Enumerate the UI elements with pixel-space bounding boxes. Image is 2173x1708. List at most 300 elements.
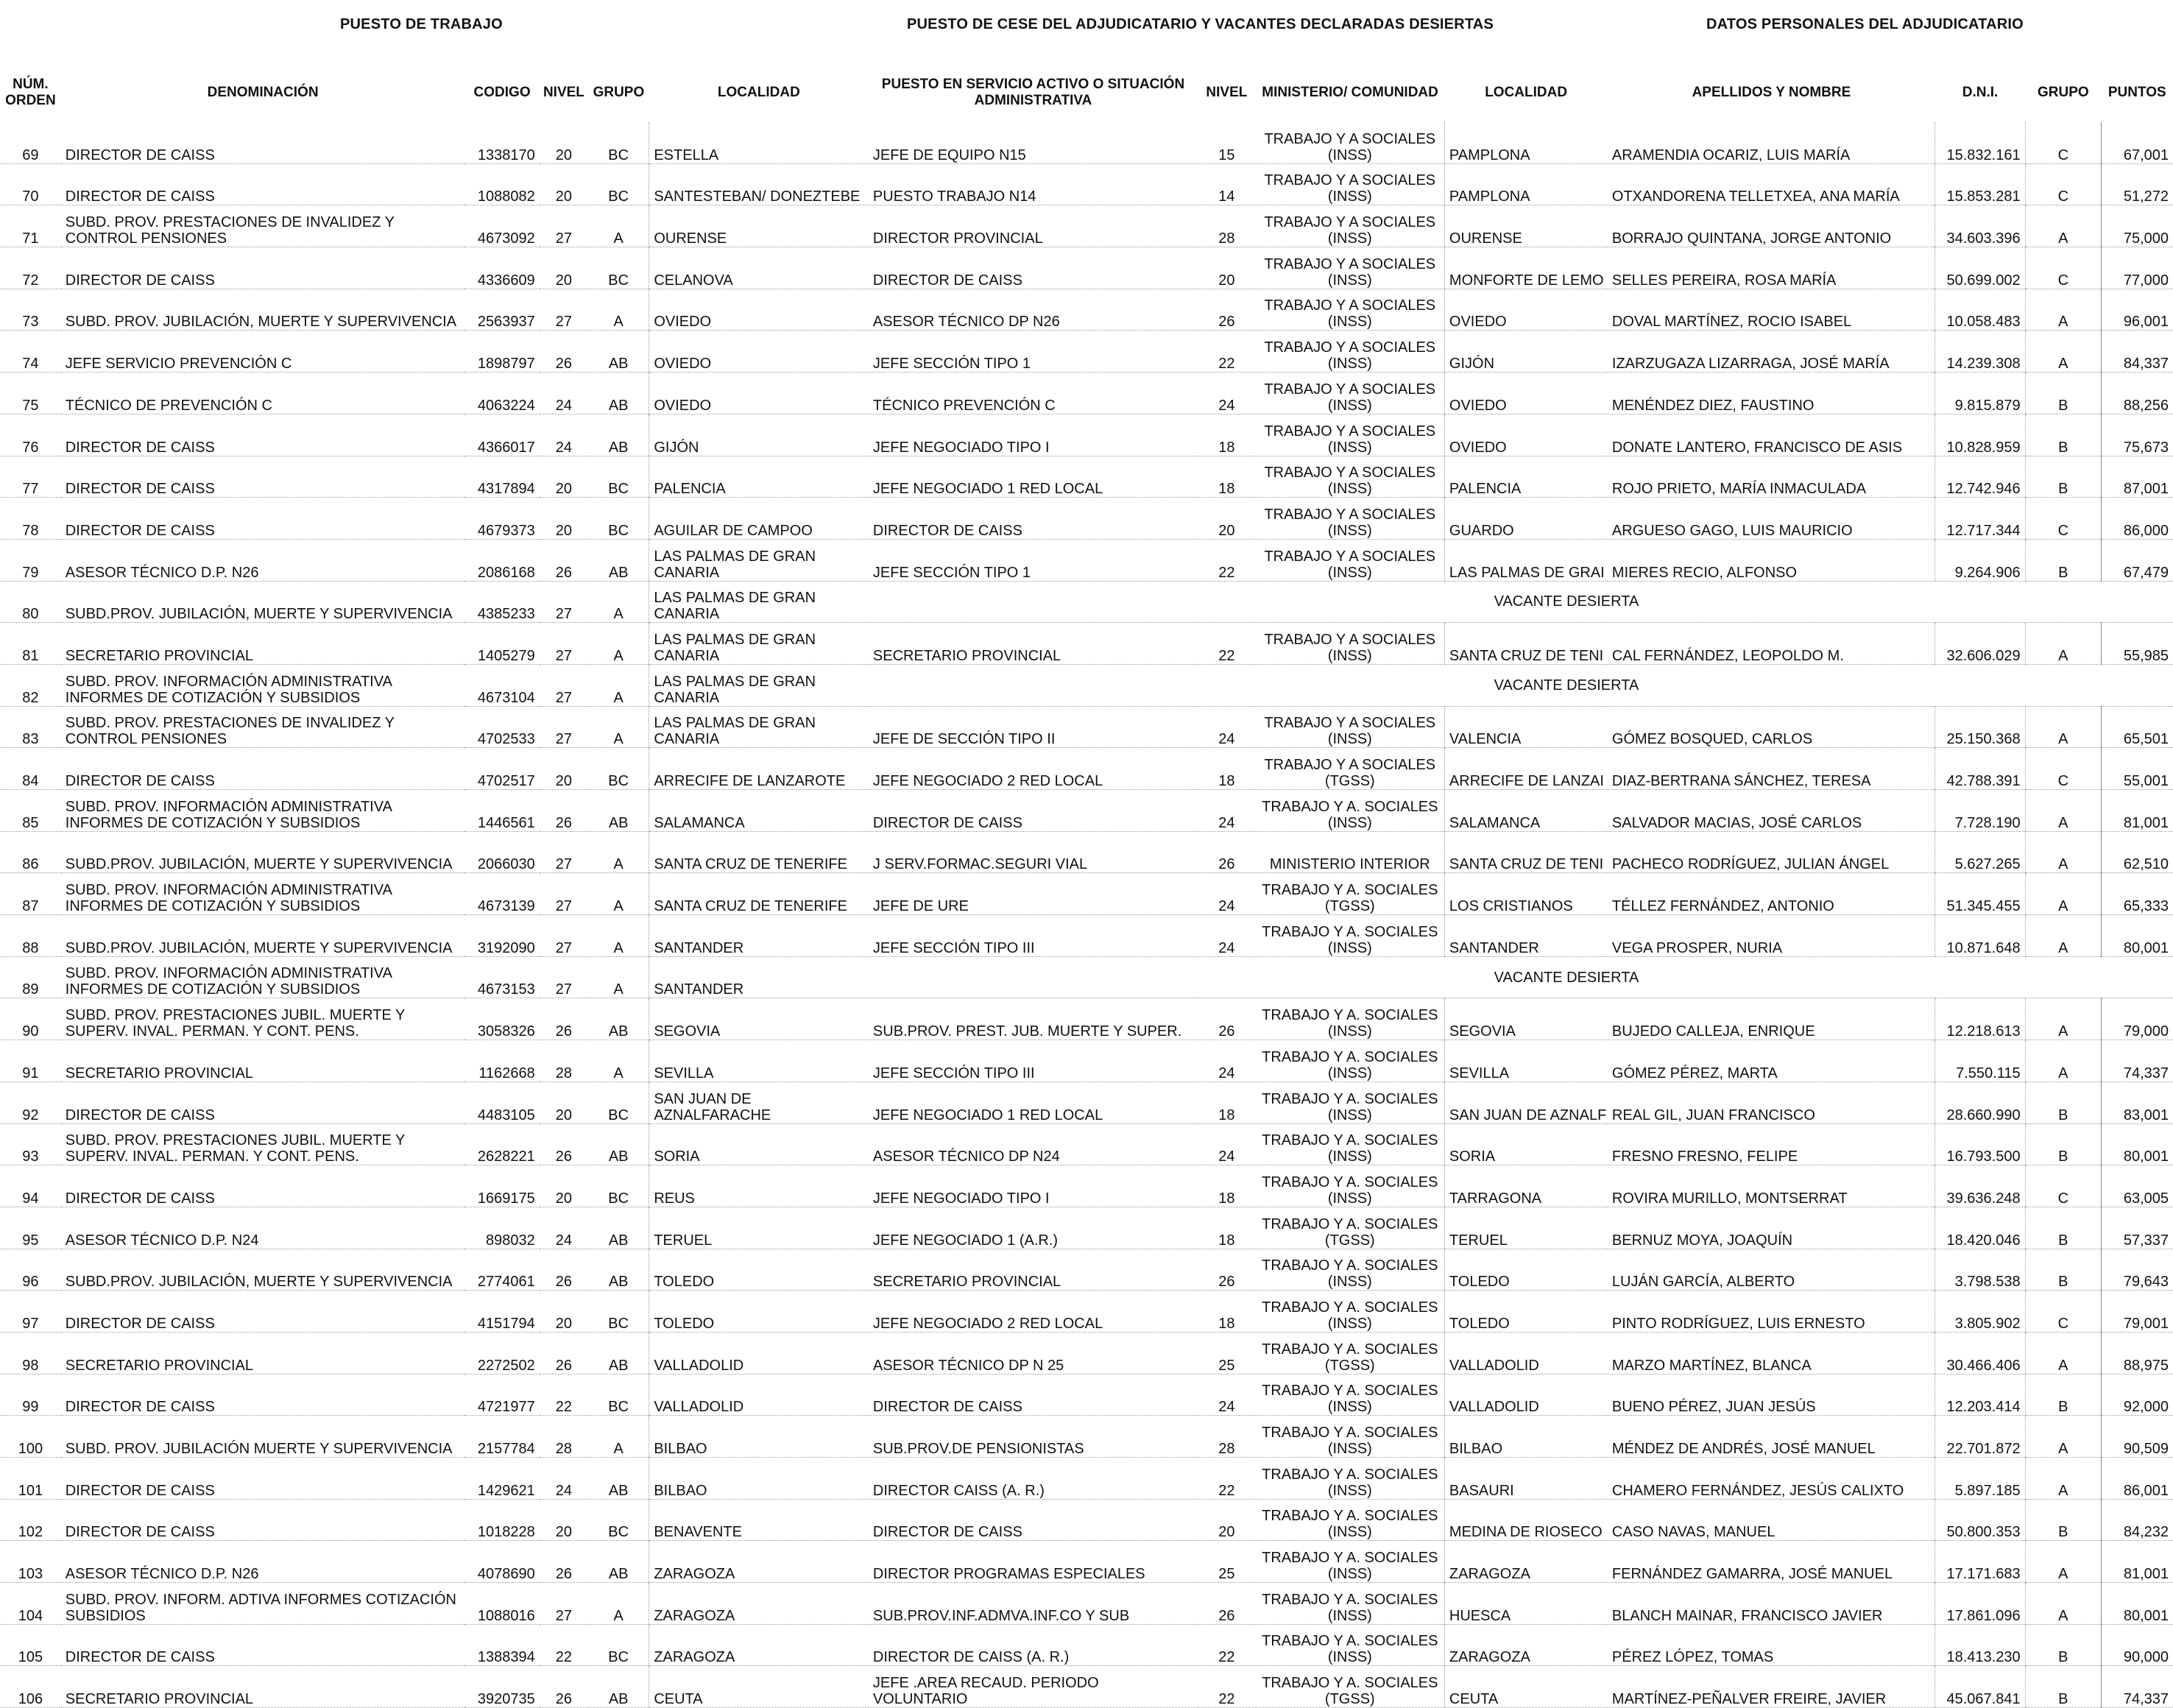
localidad-cese-cell: TOLEDO: [1444, 1249, 1608, 1291]
localidad-cell: BENAVENTE: [649, 1499, 869, 1541]
apellidos-nombre-cell: BLANCH MAINAR, FRANCISCO JAVIER: [1608, 1583, 1935, 1625]
grupo-adjudicatario-cell: A: [2025, 623, 2102, 665]
ministerio-cell: TRABAJO Y A. SOCIALES (INSS): [1256, 1123, 1445, 1165]
grupo-cell: AB: [588, 373, 649, 414]
puesto-servicio-cell: SECRETARIO PROVINCIAL: [869, 623, 1198, 665]
grupo-cell: A: [588, 1416, 649, 1458]
puesto-servicio-cell: JEFE SECCIÓN TIPO III: [869, 1040, 1198, 1082]
nivel-cell: 27: [540, 1583, 588, 1625]
localidad-cell: LAS PALMAS DE GRAN CANARIA: [649, 539, 869, 581]
puesto-servicio-cell: JEFE NEGOCIADO 1 RED LOCAL: [869, 456, 1198, 498]
dni-cell: 15.832.161: [1935, 122, 2025, 163]
codigo-cell: 3058326: [464, 998, 539, 1040]
table-row: [0, 331, 2173, 373]
ministerio-cell: TRABAJO Y A. SOCIALES (INSS): [1256, 790, 1445, 832]
table-row: [0, 623, 2173, 665]
puesto-servicio-cell: SUB.PROV.DE PENSIONISTAS: [869, 1416, 1198, 1458]
ministerio-cell: TRABAJO Y A SOCIALES (INSS): [1256, 623, 1445, 665]
codigo-cell: 4336609: [464, 247, 539, 289]
puntos-cell: 86,000: [2102, 498, 2173, 540]
header-denominacion: DENOMINACIÓN: [207, 85, 319, 100]
grupo-adjudicatario-cell: A: [2025, 1458, 2102, 1500]
dni-cell: 22.701.872: [1935, 1416, 2025, 1458]
grupo-cell: AB: [588, 1249, 649, 1291]
grupo-cell: BC: [588, 1291, 649, 1333]
grupo-cell: A: [588, 289, 649, 331]
nivel-cell: 26: [540, 790, 588, 832]
grupo-cell: BC: [588, 1624, 649, 1666]
localidad-cell: TERUEL: [649, 1207, 869, 1249]
nivel-cese-cell: 22: [1198, 1458, 1256, 1500]
table-row: [0, 1416, 2173, 1458]
ministerio-cell: TRABAJO Y A SOCIALES (INSS): [1256, 414, 1445, 456]
denominacion-cell: SUBD. PROV. INFORMACIÓN ADMINISTRATIVA INFORMES DE COTIZACIÓN Y SUBSIDIOS: [61, 664, 465, 706]
puntos-cell: 57,337: [2102, 1207, 2173, 1249]
grupo-cell: BC: [588, 163, 649, 205]
puntos-cell: 79,643: [2102, 1249, 2173, 1291]
table-row: [0, 790, 2173, 832]
row-num: 89: [0, 956, 61, 998]
localidad-cese-cell: BASAURI: [1444, 1458, 1608, 1500]
row-num: 80: [0, 581, 61, 623]
nivel-cese-cell: 24: [1198, 373, 1256, 414]
puntos-cell: 84,232: [2102, 1499, 2173, 1541]
table-row: [0, 1583, 2173, 1625]
localidad-cell: ARRECIFE DE LANZAROTE: [649, 748, 869, 790]
row-num: 76: [0, 414, 61, 456]
header-grupo-adjudicatario: GRUPO: [2038, 85, 2089, 100]
grupo-adjudicatario-cell: C: [2025, 1165, 2102, 1207]
puntos-cell: 51,272: [2102, 163, 2173, 205]
ministerio-cell: TRABAJO Y A. SOCIALES (TGSS): [1256, 873, 1445, 915]
table-row: [0, 1291, 2173, 1333]
localidad-cell: ZARAGOZA: [649, 1541, 869, 1583]
dni-cell: 10.871.648: [1935, 915, 2025, 957]
puntos-cell: 74,337: [2102, 1666, 2173, 1708]
dni-cell: 12.203.414: [1935, 1374, 2025, 1416]
codigo-cell: 2628221: [464, 1123, 539, 1165]
row-num: 72: [0, 247, 61, 289]
localidad-cell: SALAMANCA: [649, 790, 869, 832]
localidad-cese-cell: BILBAO: [1444, 1416, 1608, 1458]
row-num: 71: [0, 205, 61, 247]
nivel-cell: 24: [540, 414, 588, 456]
apellidos-nombre-cell: DONATE LANTERO, FRANCISCO DE ASIS: [1608, 414, 1935, 456]
row-num: 103: [0, 1541, 61, 1583]
localidad-cese-cell: VALLADOLID: [1444, 1332, 1608, 1374]
apellidos-nombre-cell: BERNUZ MOYA, JOAQUÍN: [1608, 1207, 1935, 1249]
puesto-servicio-cell: JEFE NEGOCIADO 2 RED LOCAL: [869, 1291, 1198, 1333]
nivel-cese-cell: 22: [1198, 331, 1256, 373]
denominacion-cell: TÉCNICO DE PREVENCIÓN C: [61, 373, 465, 414]
localidad-cell: SEGOVIA: [649, 998, 869, 1040]
denominacion-cell: DIRECTOR DE CAISS: [61, 1624, 465, 1666]
nivel-cell: 26: [540, 539, 588, 581]
apellidos-nombre-cell: PINTO RODRÍGUEZ, LUIS ERNESTO: [1608, 1291, 1935, 1333]
ministerio-cell: TRABAJO Y A SOCIALES (TGSS): [1256, 748, 1445, 790]
row-num: 92: [0, 1081, 61, 1123]
grupo-adjudicatario-cell: B: [2025, 1081, 2102, 1123]
puntos-cell: 74,337: [2102, 1040, 2173, 1082]
codigo-cell: 1429621: [464, 1458, 539, 1500]
grupo-adjudicatario-cell: B: [2025, 539, 2102, 581]
row-num: 102: [0, 1499, 61, 1541]
row-num: 97: [0, 1291, 61, 1333]
puesto-servicio-cell: JEFE NEGOCIADO 2 RED LOCAL: [869, 748, 1198, 790]
denominacion-cell: DIRECTOR DE CAISS: [61, 498, 465, 540]
grupo-adjudicatario-cell: A: [2025, 915, 2102, 957]
localidad-cell: LAS PALMAS DE GRAN CANARIA: [649, 664, 869, 706]
puesto-servicio-cell: JEFE NEGOCIADO 1 (A.R.): [869, 1207, 1198, 1249]
nivel-cell: 20: [540, 456, 588, 498]
denominacion-cell: SUBD. PROV. INFORMACIÓN ADMINISTRATIVA INFORMES DE COTIZACIÓN Y SUBSIDIOS: [61, 873, 465, 915]
nivel-cese-cell: 24: [1198, 1040, 1256, 1082]
row-num: 81: [0, 623, 61, 665]
codigo-cell: 4385233: [464, 581, 539, 623]
dni-cell: 15.853.281: [1935, 163, 2025, 205]
nivel-cell: 22: [540, 1374, 588, 1416]
localidad-cell: BILBAO: [649, 1416, 869, 1458]
row-num: 94: [0, 1165, 61, 1207]
nivel-cell: 24: [540, 373, 588, 414]
grupo-cell: BC: [588, 498, 649, 540]
apellidos-nombre-cell: MARTÍNEZ-PEÑALVER FREIRE, JAVIER: [1608, 1666, 1935, 1708]
codigo-cell: 898032: [464, 1207, 539, 1249]
row-num: 91: [0, 1040, 61, 1082]
localidad-cese-cell: VALLADOLID: [1444, 1374, 1608, 1416]
nivel-cese-cell: 28: [1198, 1416, 1256, 1458]
grupo-cell: BC: [588, 247, 649, 289]
denominacion-cell: SUBD.PROV. JUBILACIÓN, MUERTE Y SUPERVIVENCIA: [61, 915, 465, 957]
nivel-cell: 20: [540, 748, 588, 790]
grupo-cell: BC: [588, 748, 649, 790]
row-num: 95: [0, 1207, 61, 1249]
table-row: [0, 873, 2173, 915]
nivel-cese-cell: 24: [1198, 1123, 1256, 1165]
grupo-adjudicatario-cell: A: [2025, 1541, 2102, 1583]
codigo-cell: 1088016: [464, 1583, 539, 1625]
dni-cell: 25.150.368: [1935, 706, 2025, 748]
row-num: 85: [0, 790, 61, 832]
nivel-cese-cell: 18: [1198, 1291, 1256, 1333]
table-row: [0, 915, 2173, 957]
apellidos-nombre-cell: VEGA PROSPER, NURIA: [1608, 915, 1935, 957]
dni-cell: 9.264.906: [1935, 539, 2025, 581]
grupo-cell: AB: [588, 1541, 649, 1583]
puntos-cell: 55,001: [2102, 748, 2173, 790]
nivel-cese-cell: 22: [1198, 539, 1256, 581]
denominacion-cell: DIRECTOR DE CAISS: [61, 122, 465, 163]
localidad-cell: SANTA CRUZ DE TENERIFE: [649, 831, 869, 873]
grupo-adjudicatario-cell: C: [2025, 163, 2102, 205]
ministerio-cell: TRABAJO Y A SOCIALES (INSS): [1256, 163, 1445, 205]
dni-cell: 51.345.455: [1935, 873, 2025, 915]
codigo-cell: 2774061: [464, 1249, 539, 1291]
puntos-cell: 96,001: [2102, 289, 2173, 331]
grupo-cell: AB: [588, 1123, 649, 1165]
dni-cell: 5.627.265: [1935, 831, 2025, 873]
ministerio-cell: TRABAJO Y A SOCIALES (INSS): [1256, 247, 1445, 289]
nivel-cell: 27: [540, 915, 588, 957]
dni-cell: 39.636.248: [1935, 1165, 2025, 1207]
nivel-cese-cell: 24: [1198, 790, 1256, 832]
table-row: [0, 539, 2173, 581]
table-row: [0, 1332, 2173, 1374]
apellidos-nombre-cell: LUJÁN GARCÍA, ALBERTO: [1608, 1249, 1935, 1291]
denominacion-cell: SECRETARIO PROVINCIAL: [61, 1666, 465, 1708]
nivel-cese-cell: 18: [1198, 748, 1256, 790]
nivel-cell: 27: [540, 706, 588, 748]
codigo-cell: 1669175: [464, 1165, 539, 1207]
table-row: [0, 956, 2173, 998]
puntos-cell: 65,501: [2102, 706, 2173, 748]
grupo-cell: BC: [588, 1374, 649, 1416]
nivel-cese-cell: 20: [1198, 247, 1256, 289]
denominacion-cell: SUBD.PROV. JUBILACIÓN, MUERTE Y SUPERVIVENCIA: [61, 1249, 465, 1291]
localidad-cese-cell: TARRAGONA: [1444, 1165, 1608, 1207]
localidad-cese-cell: SANTA CRUZ DE TENI: [1444, 623, 1608, 665]
grupo-cell: BC: [588, 1499, 649, 1541]
denominacion-cell: SUBD. PROV. INFORM. ADTIVA INFORMES COTIZACIÓN SUBSIDIOS: [61, 1583, 465, 1625]
puntos-cell: 75,673: [2102, 414, 2173, 456]
nivel-cese-cell: 15: [1198, 122, 1256, 163]
denominacion-cell: SUBD. PROV. JUBILACIÓN, MUERTE Y SUPERVIVENCIA: [61, 289, 465, 331]
grupo-cell: A: [588, 581, 649, 623]
apellidos-nombre-cell: PACHECO RODRÍGUEZ, JULIAN ÁNGEL: [1608, 831, 1935, 873]
puesto-servicio-cell: SUB.PROV.INF.ADMVA.INF.CO Y SUB: [869, 1583, 1198, 1625]
dni-cell: 9.815.879: [1935, 373, 2025, 414]
dni-cell: 32.606.029: [1935, 623, 2025, 665]
codigo-cell: 4366017: [464, 414, 539, 456]
codigo-cell: 2157784: [464, 1416, 539, 1458]
localidad-cese-cell: OVIEDO: [1444, 289, 1608, 331]
dni-cell: 34.603.396: [1935, 205, 2025, 247]
nivel-cell: 26: [540, 331, 588, 373]
nivel-cese-cell: 22: [1198, 623, 1256, 665]
nivel-cell: 20: [540, 498, 588, 540]
table-row: [0, 706, 2173, 748]
denominacion-cell: DIRECTOR DE CAISS: [61, 163, 465, 205]
nivel-cese-cell: 18: [1198, 1081, 1256, 1123]
apellidos-nombre-cell: MÉNDEZ DE ANDRÉS, JOSÉ MANUEL: [1608, 1416, 1935, 1458]
puesto-servicio-cell: DIRECTOR DE CAISS: [869, 1499, 1198, 1541]
table-row: [0, 247, 2173, 289]
table-row: [0, 414, 2173, 456]
denominacion-cell: ASESOR TÉCNICO D.P. N26: [61, 1541, 465, 1583]
grupo-cell: BC: [588, 1081, 649, 1123]
apellidos-nombre-cell: BORRAJO QUINTANA, JORGE ANTONIO: [1608, 205, 1935, 247]
apellidos-nombre-cell: CAL FERNÁNDEZ, LEOPOLDO M.: [1608, 623, 1935, 665]
grupo-cell: A: [588, 706, 649, 748]
grupo-adjudicatario-cell: B: [2025, 456, 2102, 498]
nivel-cell: 20: [540, 1081, 588, 1123]
nivel-cese-cell: 26: [1198, 998, 1256, 1040]
puntos-cell: 80,001: [2102, 1123, 2173, 1165]
nivel-cese-cell: 18: [1198, 456, 1256, 498]
grupo-adjudicatario-cell: B: [2025, 1207, 2102, 1249]
nivel-cell: 27: [540, 956, 588, 998]
localidad-cell: OVIEDO: [649, 331, 869, 373]
table-row: [0, 1499, 2173, 1541]
localidad-cell: SAN JUAN DE AZNALFARACHE: [649, 1081, 869, 1123]
puntos-cell: 63,005: [2102, 1165, 2173, 1207]
codigo-cell: 2272502: [464, 1332, 539, 1374]
ministerio-cell: TRABAJO Y A. SOCIALES (INSS): [1256, 998, 1445, 1040]
header-dni: D.N.I.: [1962, 85, 1999, 100]
ministerio-cell: TRABAJO Y A SOCIALES (INSS): [1256, 498, 1445, 540]
localidad-cese-cell: LOS CRISTIANOS: [1444, 873, 1608, 915]
row-num: 84: [0, 748, 61, 790]
apellidos-nombre-cell: MENÉNDEZ DIEZ, FAUSTINO: [1608, 373, 1935, 414]
header-puesto-servicio: PUESTO EN SERVICIO ACTIVO O SITUACIÓN ADMINISTRATIVA: [881, 77, 1185, 108]
grupo-adjudicatario-cell: A: [2025, 998, 2102, 1040]
apellidos-nombre-cell: ROJO PRIETO, MARÍA INMACULADA: [1608, 456, 1935, 498]
nivel-cese-cell: 18: [1198, 1207, 1256, 1249]
puntos-cell: 84,337: [2102, 331, 2173, 373]
localidad-cese-cell: GUARDO: [1444, 498, 1608, 540]
grupo-cell: AB: [588, 331, 649, 373]
nivel-cell: 27: [540, 623, 588, 665]
apellidos-nombre-cell: OTXANDORENA TELLETXEA, ANA MARÍA: [1608, 163, 1935, 205]
section-puesto-cese: PUESTO DE CESE DEL ADJUDICATARIO Y VACANTES DECLARADAS DESIERTAS: [907, 16, 1494, 32]
localidad-cese-cell: MONFORTE DE LEMO: [1444, 247, 1608, 289]
puntos-cell: 80,001: [2102, 1583, 2173, 1625]
puesto-servicio-cell: JEFE NEGOCIADO TIPO I: [869, 414, 1198, 456]
puesto-servicio-cell: DIRECTOR CAISS (A. R.): [869, 1458, 1198, 1500]
puesto-servicio-cell: JEFE SECCIÓN TIPO III: [869, 915, 1198, 957]
grupo-cell: A: [588, 623, 649, 665]
adjudication-table: [0, 63, 2173, 1708]
grupo-cell: A: [588, 1583, 649, 1625]
dni-cell: 16.793.500: [1935, 1123, 2025, 1165]
nivel-cell: 20: [540, 1499, 588, 1541]
apellidos-nombre-cell: GÓMEZ BOSQUED, CARLOS: [1608, 706, 1935, 748]
localidad-cese-cell: ARRECIFE DE LANZAI: [1444, 748, 1608, 790]
puesto-servicio-cell: ASESOR TÉCNICO DP N 25: [869, 1332, 1198, 1374]
nivel-cell: 20: [540, 1165, 588, 1207]
ministerio-cell: TRABAJO Y A SOCIALES (INSS): [1256, 331, 1445, 373]
localidad-cell: OURENSE: [649, 205, 869, 247]
grupo-adjudicatario-cell: B: [2025, 1624, 2102, 1666]
row-num: 100: [0, 1416, 61, 1458]
nivel-cell: 27: [540, 205, 588, 247]
nivel-cese-cell: 18: [1198, 414, 1256, 456]
nivel-cese-cell: 24: [1198, 706, 1256, 748]
grupo-adjudicatario-cell: C: [2025, 1291, 2102, 1333]
dni-cell: 5.897.185: [1935, 1458, 2025, 1500]
ministerio-cell: TRABAJO Y A SOCIALES (INSS): [1256, 205, 1445, 247]
codigo-cell: 3920735: [464, 1666, 539, 1708]
puesto-servicio-cell: JEFE SECCIÓN TIPO 1: [869, 331, 1198, 373]
row-num: 77: [0, 456, 61, 498]
grupo-adjudicatario-cell: B: [2025, 1666, 2102, 1708]
localidad-cell: VALLADOLID: [649, 1332, 869, 1374]
row-num: 75: [0, 373, 61, 414]
denominacion-cell: SECRETARIO PROVINCIAL: [61, 1040, 465, 1082]
localidad-cell: CELANOVA: [649, 247, 869, 289]
dni-cell: 10.828.959: [1935, 414, 2025, 456]
grupo-cell: A: [588, 956, 649, 998]
localidad-cese-cell: OVIEDO: [1444, 373, 1608, 414]
localidad-cell: SEVILLA: [649, 1040, 869, 1082]
grupo-cell: BC: [588, 122, 649, 163]
puntos-cell: 65,333: [2102, 873, 2173, 915]
denominacion-cell: DIRECTOR DE CAISS: [61, 414, 465, 456]
apellidos-nombre-cell: REAL GIL, JUAN FRANCISCO: [1608, 1081, 1935, 1123]
codigo-cell: 1162668: [464, 1040, 539, 1082]
codigo-cell: 4078690: [464, 1541, 539, 1583]
puntos-cell: 88,256: [2102, 373, 2173, 414]
puesto-servicio-cell: JEFE NEGOCIADO 1 RED LOCAL: [869, 1081, 1198, 1123]
grupo-cell: BC: [588, 456, 649, 498]
section-datos-personales: DATOS PERSONALES DEL ADJUDICATARIO: [1706, 16, 2024, 32]
puesto-servicio-cell: JEFE .AREA RECAUD. PERIODO VOLUNTARIO: [869, 1666, 1198, 1708]
localidad-cese-cell: MEDINA DE RIOSECO: [1444, 1499, 1608, 1541]
localidad-cell: TOLEDO: [649, 1291, 869, 1333]
nivel-cell: 26: [540, 998, 588, 1040]
table-row: [0, 1081, 2173, 1123]
localidad-cese-cell: SAN JUAN DE AZNALF: [1444, 1081, 1608, 1123]
header-apellidos: APELLIDOS Y NOMBRE: [1692, 85, 1851, 100]
ministerio-cell: TRABAJO Y A. SOCIALES (INSS): [1256, 1374, 1445, 1416]
localidad-cese-cell: CEUTA: [1444, 1666, 1608, 1708]
nivel-cell: 26: [540, 1123, 588, 1165]
ministerio-cell: TRABAJO Y A. SOCIALES (INSS): [1256, 1165, 1445, 1207]
dni-cell: 12.717.344: [1935, 498, 2025, 540]
dni-cell: 18.413.230: [1935, 1624, 2025, 1666]
denominacion-cell: ASESOR TÉCNICO D.P. N26: [61, 539, 465, 581]
codigo-cell: 1388394: [464, 1624, 539, 1666]
table-row: [0, 205, 2173, 247]
table-row: [0, 456, 2173, 498]
vacante-desierta-label: VACANTE DESIERTA: [869, 664, 2173, 706]
nivel-cell: 27: [540, 831, 588, 873]
row-num: 86: [0, 831, 61, 873]
apellidos-nombre-cell: ARGUESO GAGO, LUIS MAURICIO: [1608, 498, 1935, 540]
puesto-servicio-cell: TÉCNICO PREVENCIÓN C: [869, 373, 1198, 414]
nivel-cell: 27: [540, 664, 588, 706]
nivel-cell: 20: [540, 1291, 588, 1333]
puntos-cell: 67,001: [2102, 122, 2173, 163]
ministerio-cell: TRABAJO Y A. SOCIALES (TGSS): [1256, 1666, 1445, 1708]
codigo-cell: 3192090: [464, 915, 539, 957]
grupo-adjudicatario-cell: B: [2025, 1499, 2102, 1541]
puntos-cell: 83,001: [2102, 1081, 2173, 1123]
codigo-cell: 4679373: [464, 498, 539, 540]
ministerio-cell: TRABAJO Y A SOCIALES (INSS): [1256, 289, 1445, 331]
ministerio-cell: MINISTERIO INTERIOR: [1256, 831, 1445, 873]
nivel-cese-cell: 24: [1198, 873, 1256, 915]
ministerio-cell: TRABAJO Y A. SOCIALES (INSS): [1256, 915, 1445, 957]
codigo-cell: 2563937: [464, 289, 539, 331]
dni-cell: 50.699.002: [1935, 247, 2025, 289]
puntos-cell: 92,000: [2102, 1374, 2173, 1416]
row-num: 87: [0, 873, 61, 915]
grupo-adjudicatario-cell: B: [2025, 414, 2102, 456]
row-num: 98: [0, 1332, 61, 1374]
nivel-cell: 27: [540, 581, 588, 623]
grupo-adjudicatario-cell: A: [2025, 289, 2102, 331]
dni-cell: 12.218.613: [1935, 998, 2025, 1040]
denominacion-cell: SUBD.PROV. JUBILACIÓN, MUERTE Y SUPERVIVENCIA: [61, 581, 465, 623]
nivel-cese-cell: 26: [1198, 289, 1256, 331]
puesto-servicio-cell: SUB.PROV. PREST. JUB. MUERTE Y SUPER.: [869, 998, 1198, 1040]
nivel-cell: 27: [540, 289, 588, 331]
nivel-cese-cell: 18: [1198, 1165, 1256, 1207]
ministerio-cell: TRABAJO Y A SOCIALES (INSS): [1256, 539, 1445, 581]
grupo-cell: BC: [588, 1165, 649, 1207]
codigo-cell: 1898797: [464, 331, 539, 373]
